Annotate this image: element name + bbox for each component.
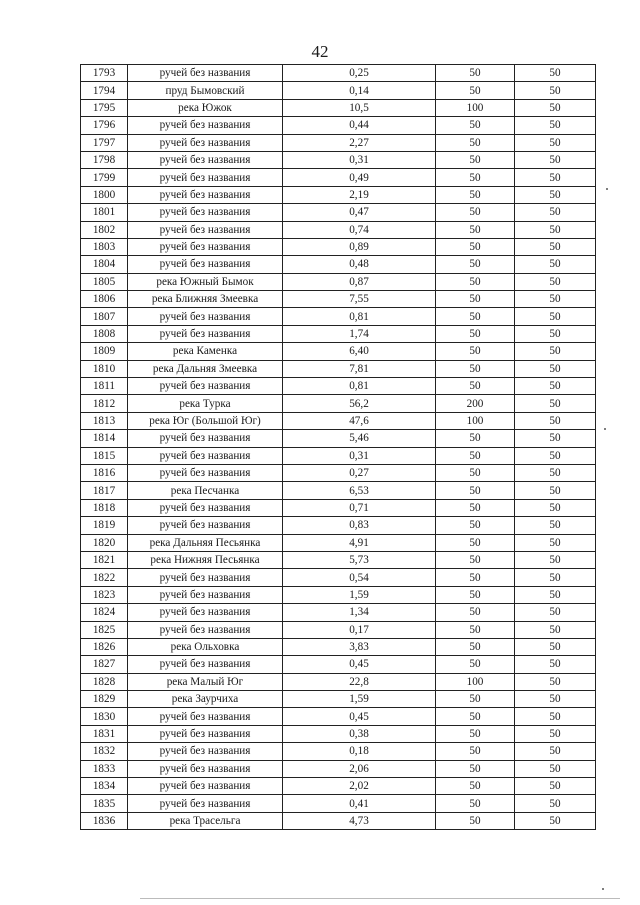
row-number-cell: 1821: [81, 551, 128, 568]
length-cell: 5,73: [283, 551, 436, 568]
table-row: [81, 621, 596, 638]
length-cell: 1,59: [283, 691, 436, 708]
row-number-cell: 1833: [81, 760, 128, 777]
row-number-cell: 1803: [81, 238, 128, 255]
table-row: [81, 273, 596, 290]
length-cell: 56,2: [283, 395, 436, 412]
zone-b-cell: 50: [515, 325, 596, 342]
object-name-cell: река Южок: [128, 99, 283, 116]
table-row: [81, 812, 596, 829]
table-row: [81, 586, 596, 603]
zone-a-cell: 50: [436, 221, 515, 238]
zone-b-cell: 50: [515, 708, 596, 725]
zone-a-cell: 50: [436, 621, 515, 638]
object-name-cell: ручей без названия: [128, 725, 283, 742]
zone-a-cell: 50: [436, 569, 515, 586]
object-name-cell: ручей без названия: [128, 464, 283, 481]
table-row: [81, 691, 596, 708]
object-name-cell: река Песчанка: [128, 482, 283, 499]
length-cell: 0,18: [283, 743, 436, 760]
zone-a-cell: 50: [436, 447, 515, 464]
zone-a-cell: 50: [436, 65, 515, 82]
zone-b-cell: 50: [515, 795, 596, 812]
table-row: [81, 134, 596, 151]
row-number-cell: 1810: [81, 360, 128, 377]
zone-b-cell: 50: [515, 134, 596, 151]
page-bottom-edge: [140, 898, 620, 899]
zone-a-cell: 50: [436, 551, 515, 568]
length-cell: 6,40: [283, 343, 436, 360]
length-cell: 4,91: [283, 534, 436, 551]
length-cell: 10,5: [283, 99, 436, 116]
zone-b-cell: 50: [515, 221, 596, 238]
row-number-cell: 1818: [81, 499, 128, 516]
length-cell: 0,14: [283, 82, 436, 99]
row-number-cell: 1813: [81, 412, 128, 429]
length-cell: 0,38: [283, 725, 436, 742]
table-row: [81, 534, 596, 551]
zone-b-cell: 50: [515, 256, 596, 273]
length-cell: 1,74: [283, 325, 436, 342]
zone-a-cell: 50: [436, 134, 515, 151]
zone-b-cell: 50: [515, 569, 596, 586]
zone-a-cell: 50: [436, 151, 515, 168]
row-number-cell: 1834: [81, 778, 128, 795]
object-name-cell: ручей без названия: [128, 65, 283, 82]
table-body: [81, 65, 596, 830]
table-row: [81, 117, 596, 134]
table-row: [81, 551, 596, 568]
zone-a-cell: 50: [436, 343, 515, 360]
object-name-cell: река Нижняя Песьянка: [128, 551, 283, 568]
zone-a-cell: 50: [436, 378, 515, 395]
object-name-cell: река Заурчиха: [128, 691, 283, 708]
table-row: [81, 186, 596, 203]
zone-b-cell: 50: [515, 691, 596, 708]
table-row: [81, 725, 596, 742]
zone-a-cell: 200: [436, 395, 515, 412]
object-name-cell: ручей без названия: [128, 256, 283, 273]
zone-b-cell: 50: [515, 638, 596, 655]
row-number-cell: 1801: [81, 204, 128, 221]
row-number-cell: 1809: [81, 343, 128, 360]
row-number-cell: 1793: [81, 65, 128, 82]
length-cell: 4,73: [283, 812, 436, 829]
object-name-cell: ручей без названия: [128, 656, 283, 673]
object-name-cell: ручей без названия: [128, 169, 283, 186]
length-cell: 0,48: [283, 256, 436, 273]
zone-b-cell: 50: [515, 82, 596, 99]
length-cell: 0,31: [283, 447, 436, 464]
zone-a-cell: 50: [436, 778, 515, 795]
zone-b-cell: 50: [515, 186, 596, 203]
length-cell: 0,41: [283, 795, 436, 812]
object-name-cell: ручей без названия: [128, 238, 283, 255]
scan-speck: [602, 888, 604, 890]
length-cell: 0,54: [283, 569, 436, 586]
table-row: [81, 378, 596, 395]
length-cell: 0,71: [283, 499, 436, 516]
length-cell: 22,8: [283, 673, 436, 690]
zone-a-cell: 50: [436, 743, 515, 760]
object-name-cell: ручей без названия: [128, 117, 283, 134]
zone-a-cell: 50: [436, 430, 515, 447]
object-name-cell: ручей без названия: [128, 151, 283, 168]
length-cell: 0,31: [283, 151, 436, 168]
row-number-cell: 1807: [81, 308, 128, 325]
object-name-cell: ручей без названия: [128, 743, 283, 760]
zone-a-cell: 50: [436, 691, 515, 708]
table-row: [81, 499, 596, 516]
object-name-cell: ручей без названия: [128, 499, 283, 516]
zone-b-cell: 50: [515, 117, 596, 134]
table-row: [81, 204, 596, 221]
zone-b-cell: 50: [515, 464, 596, 481]
row-number-cell: 1819: [81, 517, 128, 534]
zone-a-cell: 50: [436, 795, 515, 812]
zone-b-cell: 50: [515, 604, 596, 621]
row-number-cell: 1827: [81, 656, 128, 673]
zone-b-cell: 50: [515, 725, 596, 742]
row-number-cell: 1802: [81, 221, 128, 238]
zone-a-cell: 50: [436, 325, 515, 342]
zone-a-cell: 50: [436, 291, 515, 308]
scan-speck: [604, 428, 606, 430]
table-row: [81, 308, 596, 325]
row-number-cell: 1836: [81, 812, 128, 829]
zone-b-cell: 50: [515, 412, 596, 429]
length-cell: 0,45: [283, 656, 436, 673]
zone-b-cell: 50: [515, 204, 596, 221]
row-number-cell: 1828: [81, 673, 128, 690]
table-row: [81, 291, 596, 308]
table-row: [81, 760, 596, 777]
length-cell: 2,02: [283, 778, 436, 795]
table-row: [81, 325, 596, 342]
zone-a-cell: 100: [436, 99, 515, 116]
row-number-cell: 1815: [81, 447, 128, 464]
table-row: [81, 82, 596, 99]
object-name-cell: река Малый Юг: [128, 673, 283, 690]
zone-b-cell: 50: [515, 308, 596, 325]
zone-b-cell: 50: [515, 395, 596, 412]
object-name-cell: река Юг (Большой Юг): [128, 412, 283, 429]
row-number-cell: 1812: [81, 395, 128, 412]
table-row: [81, 221, 596, 238]
zone-b-cell: 50: [515, 760, 596, 777]
table-row: [81, 395, 596, 412]
zone-a-cell: 50: [436, 82, 515, 99]
zone-a-cell: 50: [436, 656, 515, 673]
table-row: [81, 482, 596, 499]
zone-a-cell: 100: [436, 412, 515, 429]
zone-a-cell: 50: [436, 238, 515, 255]
length-cell: 0,27: [283, 464, 436, 481]
zone-a-cell: 50: [436, 586, 515, 603]
zone-a-cell: 50: [436, 725, 515, 742]
row-number-cell: 1835: [81, 795, 128, 812]
row-number-cell: 1831: [81, 725, 128, 742]
zone-b-cell: 50: [515, 65, 596, 82]
zone-a-cell: 50: [436, 708, 515, 725]
object-name-cell: ручей без названия: [128, 447, 283, 464]
zone-a-cell: 50: [436, 464, 515, 481]
row-number-cell: 1822: [81, 569, 128, 586]
object-name-cell: река Дальняя Змеевка: [128, 360, 283, 377]
table-row: [81, 447, 596, 464]
table-row: [81, 65, 596, 82]
zone-b-cell: 50: [515, 656, 596, 673]
row-number-cell: 1824: [81, 604, 128, 621]
zone-b-cell: 50: [515, 621, 596, 638]
row-number-cell: 1794: [81, 82, 128, 99]
row-number-cell: 1814: [81, 430, 128, 447]
length-cell: 6,53: [283, 482, 436, 499]
row-number-cell: 1806: [81, 291, 128, 308]
object-name-cell: ручей без названия: [128, 517, 283, 534]
object-name-cell: ручей без названия: [128, 308, 283, 325]
table-row: [81, 569, 596, 586]
table-row: [81, 169, 596, 186]
length-cell: 0,44: [283, 117, 436, 134]
row-number-cell: 1829: [81, 691, 128, 708]
table-row: [81, 99, 596, 116]
length-cell: 5,46: [283, 430, 436, 447]
row-number-cell: 1808: [81, 325, 128, 342]
table-row: [81, 743, 596, 760]
length-cell: 7,55: [283, 291, 436, 308]
table-row: [81, 412, 596, 429]
zone-a-cell: 50: [436, 638, 515, 655]
zone-a-cell: 50: [436, 499, 515, 516]
table-row: [81, 638, 596, 655]
zone-b-cell: 50: [515, 151, 596, 168]
table-row: [81, 151, 596, 168]
row-number-cell: 1830: [81, 708, 128, 725]
zone-b-cell: 50: [515, 238, 596, 255]
zone-b-cell: 50: [515, 343, 596, 360]
length-cell: 2,19: [283, 186, 436, 203]
zone-a-cell: 50: [436, 256, 515, 273]
object-name-cell: ручей без названия: [128, 621, 283, 638]
table-row: [81, 673, 596, 690]
row-number-cell: 1804: [81, 256, 128, 273]
zone-b-cell: 50: [515, 273, 596, 290]
zone-a-cell: 50: [436, 273, 515, 290]
water-objects-table: [80, 64, 596, 830]
row-number-cell: 1796: [81, 117, 128, 134]
length-cell: 47,6: [283, 412, 436, 429]
length-cell: 7,81: [283, 360, 436, 377]
table-row: [81, 708, 596, 725]
zone-b-cell: 50: [515, 447, 596, 464]
row-number-cell: 1797: [81, 134, 128, 151]
zone-b-cell: 50: [515, 169, 596, 186]
zone-a-cell: 50: [436, 534, 515, 551]
zone-b-cell: 50: [515, 551, 596, 568]
table-row: [81, 360, 596, 377]
row-number-cell: 1832: [81, 743, 128, 760]
length-cell: 0,49: [283, 169, 436, 186]
row-number-cell: 1811: [81, 378, 128, 395]
table-row: [81, 256, 596, 273]
object-name-cell: река Каменка: [128, 343, 283, 360]
length-cell: 0,45: [283, 708, 436, 725]
zone-b-cell: 50: [515, 430, 596, 447]
zone-b-cell: 50: [515, 534, 596, 551]
object-name-cell: ручей без названия: [128, 221, 283, 238]
zone-a-cell: 50: [436, 760, 515, 777]
zone-a-cell: 50: [436, 604, 515, 621]
zone-a-cell: 100: [436, 673, 515, 690]
zone-a-cell: 50: [436, 308, 515, 325]
length-cell: 0,25: [283, 65, 436, 82]
object-name-cell: река Ольховка: [128, 638, 283, 655]
object-name-cell: ручей без названия: [128, 204, 283, 221]
zone-b-cell: 50: [515, 812, 596, 829]
object-name-cell: ручей без названия: [128, 586, 283, 603]
row-number-cell: 1825: [81, 621, 128, 638]
zone-b-cell: 50: [515, 360, 596, 377]
zone-b-cell: 50: [515, 778, 596, 795]
zone-b-cell: 50: [515, 586, 596, 603]
zone-a-cell: 50: [436, 360, 515, 377]
row-number-cell: 1798: [81, 151, 128, 168]
object-name-cell: ручей без названия: [128, 795, 283, 812]
object-name-cell: ручей без названия: [128, 325, 283, 342]
length-cell: 0,81: [283, 378, 436, 395]
zone-a-cell: 50: [436, 517, 515, 534]
table-row: [81, 343, 596, 360]
zone-b-cell: 50: [515, 743, 596, 760]
length-cell: 1,59: [283, 586, 436, 603]
length-cell: 0,89: [283, 238, 436, 255]
object-name-cell: река Ближняя Змеевка: [128, 291, 283, 308]
object-name-cell: ручей без названия: [128, 760, 283, 777]
table-row: [81, 517, 596, 534]
zone-b-cell: 50: [515, 291, 596, 308]
table-row: [81, 464, 596, 481]
zone-a-cell: 50: [436, 169, 515, 186]
object-name-cell: ручей без названия: [128, 708, 283, 725]
row-number-cell: 1820: [81, 534, 128, 551]
object-name-cell: ручей без названия: [128, 778, 283, 795]
row-number-cell: 1826: [81, 638, 128, 655]
object-name-cell: ручей без названия: [128, 186, 283, 203]
length-cell: 1,34: [283, 604, 436, 621]
zone-b-cell: 50: [515, 99, 596, 116]
row-number-cell: 1805: [81, 273, 128, 290]
zone-a-cell: 50: [436, 186, 515, 203]
length-cell: 0,17: [283, 621, 436, 638]
length-cell: 2,06: [283, 760, 436, 777]
table-row: [81, 795, 596, 812]
table-row: [81, 778, 596, 795]
length-cell: 3,83: [283, 638, 436, 655]
zone-b-cell: 50: [515, 517, 596, 534]
scan-speck: [606, 188, 608, 190]
zone-b-cell: 50: [515, 499, 596, 516]
row-number-cell: 1799: [81, 169, 128, 186]
zone-a-cell: 50: [436, 812, 515, 829]
row-number-cell: 1816: [81, 464, 128, 481]
page-number: 42: [311, 42, 329, 61]
object-name-cell: ручей без названия: [128, 569, 283, 586]
object-name-cell: ручей без названия: [128, 604, 283, 621]
zone-b-cell: 50: [515, 673, 596, 690]
zone-a-cell: 50: [436, 482, 515, 499]
table-row: [81, 604, 596, 621]
length-cell: 0,47: [283, 204, 436, 221]
object-name-cell: река Дальняя Песьянка: [128, 534, 283, 551]
zone-b-cell: 50: [515, 482, 596, 499]
object-name-cell: ручей без названия: [128, 378, 283, 395]
table-row: [81, 656, 596, 673]
row-number-cell: 1795: [81, 99, 128, 116]
length-cell: 0,81: [283, 308, 436, 325]
zone-a-cell: 50: [436, 204, 515, 221]
row-number-cell: 1823: [81, 586, 128, 603]
object-name-cell: река Трасельга: [128, 812, 283, 829]
row-number-cell: 1817: [81, 482, 128, 499]
row-number-cell: 1800: [81, 186, 128, 203]
zone-b-cell: 50: [515, 378, 596, 395]
object-name-cell: ручей без названия: [128, 430, 283, 447]
length-cell: 2,27: [283, 134, 436, 151]
table-row: [81, 430, 596, 447]
zone-a-cell: 50: [436, 117, 515, 134]
object-name-cell: пруд Бымовский: [128, 82, 283, 99]
length-cell: 0,83: [283, 517, 436, 534]
table-row: [81, 238, 596, 255]
object-name-cell: река Южный Бымок: [128, 273, 283, 290]
object-name-cell: река Турка: [128, 395, 283, 412]
length-cell: 0,87: [283, 273, 436, 290]
length-cell: 0,74: [283, 221, 436, 238]
object-name-cell: ручей без названия: [128, 134, 283, 151]
